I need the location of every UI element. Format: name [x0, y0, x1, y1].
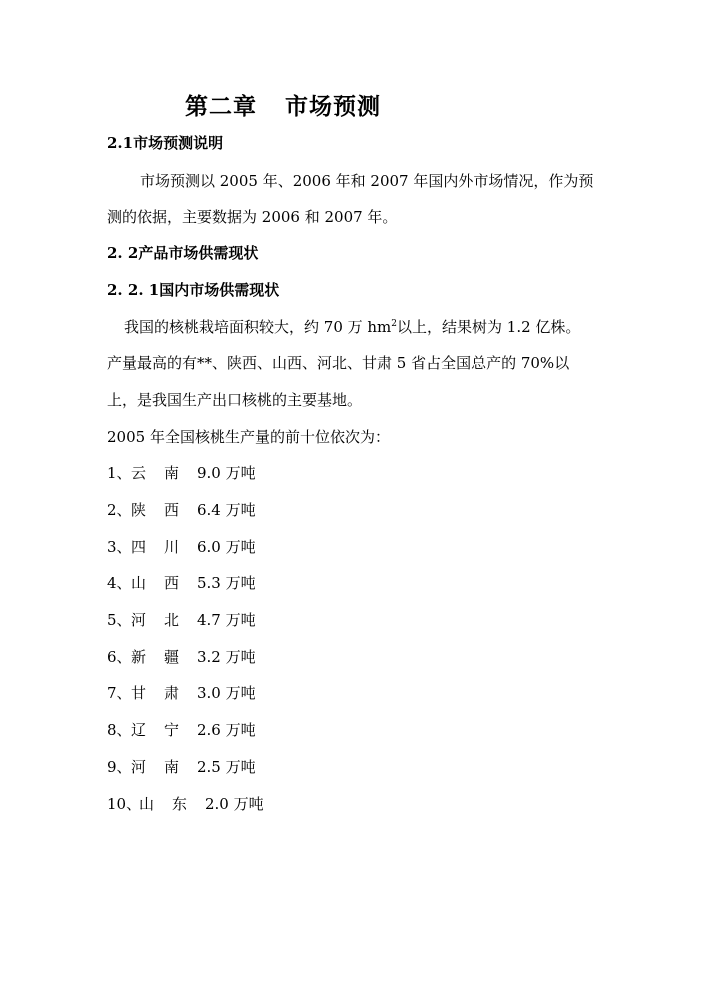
production-amount: 2.6 万吨	[197, 721, 256, 739]
production-amount: 5.3 万吨	[197, 574, 256, 592]
province-name: 山西	[131, 574, 198, 592]
province-name: 云南	[131, 464, 198, 482]
paragraph-text: 我国的核桃栽培面积较大，约 70 万 hm	[124, 318, 392, 336]
production-amount: 6.0 万吨	[197, 538, 256, 556]
rank-number: 7、	[107, 684, 132, 702]
production-amount: 4.7 万吨	[197, 611, 256, 629]
list-item	[107, 719, 256, 740]
chapter-number: 第二章	[185, 93, 257, 120]
province-name: 陕西	[131, 501, 198, 519]
rank-number: 10、	[107, 795, 142, 813]
ranking-intro: 2005 年全国核桃生产量的前十位依次为：	[107, 428, 390, 446]
production-amount: 2.0 万吨	[205, 795, 264, 813]
production-amount: 6.4 万吨	[197, 501, 256, 519]
production-amount: 9.0 万吨	[197, 464, 256, 482]
paragraph-line: 市场预测以 2005 年、2006 年和 2007 年国内外市场情况，作为预	[140, 172, 594, 190]
province-name: 辽宁	[131, 721, 198, 739]
paragraph-text: 以上，结果树为 1.2 亿株。	[397, 318, 581, 336]
list-item	[107, 793, 264, 814]
list-item	[107, 756, 256, 777]
production-amount: 2.5 万吨	[197, 758, 256, 776]
section-heading-2-2: 2. 2产品市场供需现状	[107, 244, 259, 262]
section-heading-2-1: 2.1市场预测说明	[107, 134, 224, 152]
province-name: 山东	[139, 795, 206, 813]
production-amount: 3.2 万吨	[197, 648, 256, 666]
chapter-title	[185, 88, 381, 121]
paragraph-line	[124, 316, 580, 337]
list-item	[107, 609, 256, 630]
list-item	[107, 462, 256, 483]
rank-number: 1、	[107, 464, 132, 482]
chapter-name: 市场预测	[285, 93, 381, 120]
rank-number: 2、	[107, 501, 132, 519]
rank-number: 3、	[107, 538, 132, 556]
province-name: 河南	[131, 758, 198, 776]
list-item	[107, 646, 256, 667]
list-item	[107, 536, 256, 557]
province-name: 新疆	[131, 648, 198, 666]
list-item	[107, 572, 256, 593]
rank-number: 9、	[107, 758, 132, 776]
rank-number: 8、	[107, 721, 132, 739]
province-name: 河北	[131, 611, 198, 629]
paragraph-line: 测的依据，主要数据为 2006 和 2007 年。	[107, 208, 398, 226]
paragraph-line: 上，是我国生产出口核桃的主要基地。	[107, 391, 363, 409]
production-amount: 3.0 万吨	[197, 684, 256, 702]
rank-number: 4、	[107, 574, 132, 592]
rank-number: 5、	[107, 611, 132, 629]
list-item	[107, 682, 256, 703]
province-name: 甘肃	[131, 684, 198, 702]
superscript: 2	[391, 319, 398, 329]
rank-number: 6、	[107, 648, 132, 666]
paragraph-line: 产量最高的有**、陕西、山西、河北、甘肃 5 省占全国总产的 70%以	[107, 354, 570, 372]
province-name: 四川	[131, 538, 198, 556]
section-heading-2-2-1: 2. 2. 1国内市场供需现状	[107, 281, 280, 299]
list-item	[107, 499, 256, 520]
